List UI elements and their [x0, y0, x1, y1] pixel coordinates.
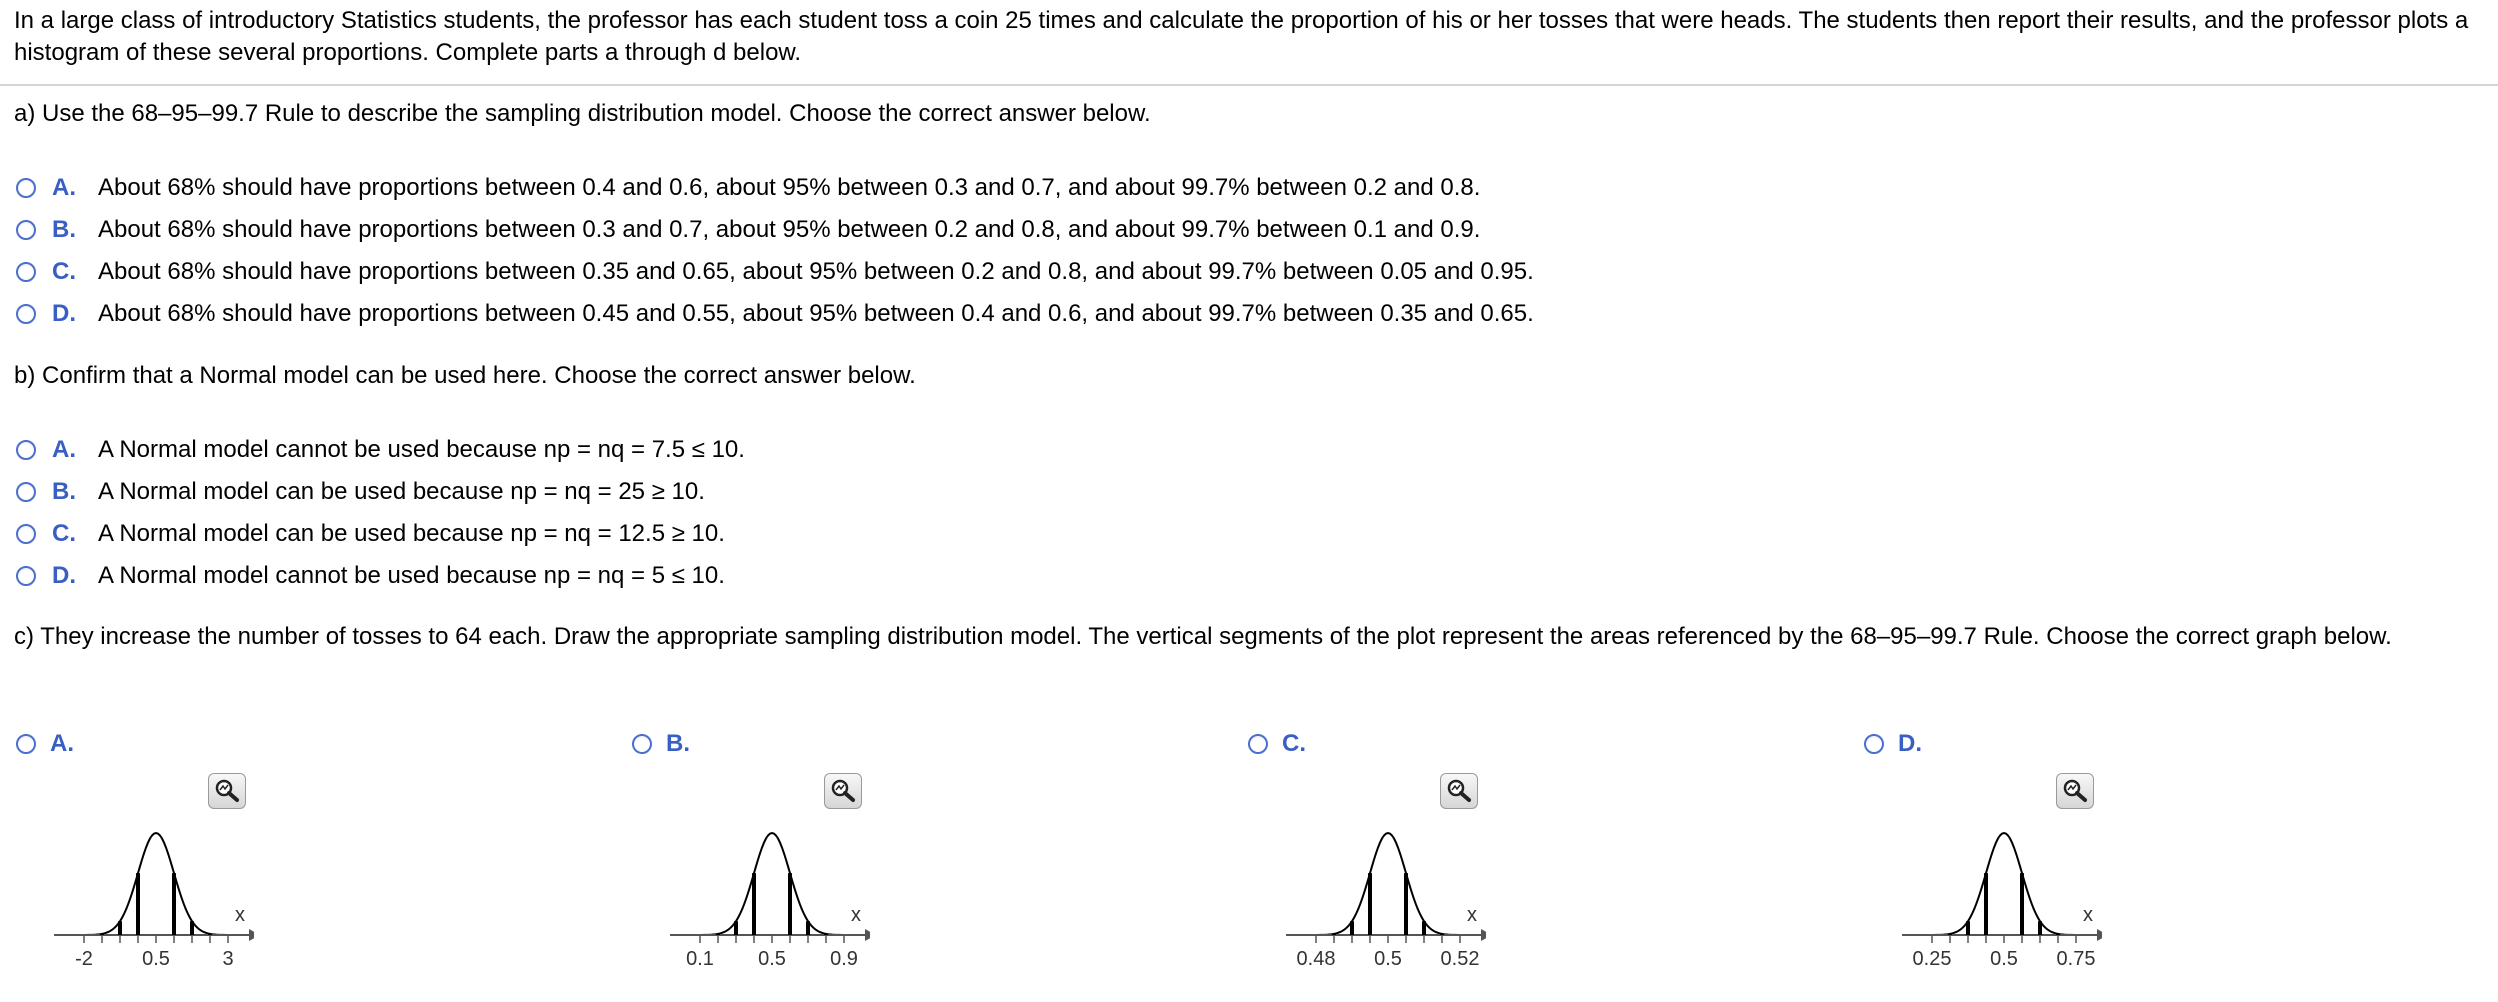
graph-option-b — [632, 725, 1192, 995]
tick-label: 0.52 — [1440, 948, 1480, 969]
magnifier-zoom-icon — [829, 778, 857, 804]
radio-icon[interactable] — [16, 262, 36, 282]
graph-option-d-select[interactable] — [1864, 725, 2424, 763]
part-c-prompt: c) They increase the number of tosses to 64 each. Draw the appropriate sampling distribution model. The vertical segments of the plot represent the areas referenced by the 68–95–99.7 Rule. Choose the correct graph below. — [14, 623, 2392, 650]
normal-curve — [1288, 833, 1486, 935]
normal-curve-plot — [1892, 809, 2102, 969]
option-text: About 68% should have proportions between 0.4 and 0.6, about 95% between 0.3 and 0.7, and about 99.7% between 0.2 and 0.8. — [98, 174, 1481, 201]
part-a-prompt: a) Use the 68–95–99.7 Rule to describe the sampling distribution model. Choose the correct answer below. — [14, 100, 1151, 127]
axis-variable-label: x — [2083, 904, 2093, 926]
radio-icon[interactable] — [16, 566, 36, 586]
question-intro: In a large class of introductory Statistics students, the professor has each student toss a coin 25 times and calculate the proportion of his or her tosses that were heads. The students then report their results, and the professor plots a histogram of these several proportions. Complete parts a through d below. — [14, 7, 2469, 66]
part-a-option-c[interactable] — [16, 251, 1534, 293]
normal-curve — [56, 833, 254, 935]
radio-icon[interactable] — [16, 734, 36, 754]
x-axis-arrow — [249, 929, 254, 941]
axis-variable-label: x — [1467, 904, 1477, 926]
tick-label: 0.5 — [1374, 948, 1402, 969]
part-b-options — [16, 429, 745, 597]
zoom-button[interactable] — [1440, 773, 1478, 809]
radio-icon[interactable] — [632, 734, 652, 754]
radio-icon[interactable] — [1864, 734, 1884, 754]
graph-option-a — [16, 725, 576, 995]
normal-curve — [672, 833, 870, 935]
option-letter: A. — [52, 174, 76, 201]
part-b-option-b[interactable] — [16, 471, 745, 513]
radio-icon[interactable] — [16, 304, 36, 324]
tick-label: 0.5 — [1990, 948, 2018, 969]
divider — [0, 84, 2498, 86]
graph-option-a-select[interactable] — [16, 725, 576, 763]
part-a-option-a[interactable] — [16, 167, 1534, 209]
graph-option-d — [1864, 725, 2424, 995]
normal-curve — [1904, 833, 2102, 935]
radio-icon[interactable] — [16, 482, 36, 502]
option-letter: A. — [52, 436, 76, 463]
magnifier-zoom-icon — [2061, 778, 2089, 804]
axis-variable-label: x — [851, 904, 861, 926]
option-text: A Normal model can be used because np = nq = 25 ≥ 10. — [98, 478, 705, 505]
tick-label: 0.48 — [1296, 948, 1336, 969]
part-a-option-d[interactable] — [16, 293, 1534, 335]
tick-label: 0.5 — [142, 948, 170, 969]
radio-icon[interactable] — [1248, 734, 1268, 754]
radio-icon[interactable] — [16, 178, 36, 198]
graph-option-c — [1248, 725, 1808, 995]
option-letter: D. — [52, 562, 76, 589]
option-letter: C. — [52, 258, 76, 285]
x-axis-arrow — [865, 929, 870, 941]
zoom-button[interactable] — [2056, 773, 2094, 809]
part-b-option-c[interactable] — [16, 513, 745, 555]
x-axis-arrow — [2097, 929, 2102, 941]
option-letter: B. — [52, 216, 76, 243]
option-text: About 68% should have proportions between 0.3 and 0.7, about 95% between 0.2 and 0.8, and about 99.7% between 0.1 and 0.9. — [98, 216, 1481, 243]
option-text: A Normal model can be used because np = nq = 12.5 ≥ 10. — [98, 520, 725, 547]
tick-label: 0.9 — [830, 948, 858, 969]
tick-label: 3 — [222, 948, 234, 969]
tick-label: 0.25 — [1912, 948, 1952, 969]
part-a-options — [16, 167, 1534, 335]
magnifier-zoom-icon — [213, 778, 241, 804]
option-text: A Normal model cannot be used because np = nq = 5 ≤ 10. — [98, 562, 725, 589]
option-text: About 68% should have proportions between 0.45 and 0.55, about 95% between 0.4 and 0.6, and about 99.7% between 0.35 and 0.65. — [98, 300, 1534, 327]
magnifier-zoom-icon — [1445, 778, 1473, 804]
part-b-option-d[interactable] — [16, 555, 745, 597]
tick-label: 0.5 — [758, 948, 786, 969]
option-letter: B. — [666, 730, 690, 757]
option-letter: D. — [1898, 730, 1922, 757]
tick-label: 0.1 — [686, 948, 714, 969]
radio-icon[interactable] — [16, 220, 36, 240]
normal-curve-plot — [660, 809, 870, 969]
option-letter: C. — [52, 520, 76, 547]
axis-variable-label: x — [235, 904, 245, 926]
zoom-button[interactable] — [824, 773, 862, 809]
radio-icon[interactable] — [16, 440, 36, 460]
graph-option-b-select[interactable] — [632, 725, 1192, 763]
option-text: About 68% should have proportions between 0.35 and 0.65, about 95% between 0.2 and 0.8, and about 99.7% between 0.05 and 0.95. — [98, 258, 1534, 285]
normal-curve-plot — [1276, 809, 1486, 969]
part-b-prompt: b) Confirm that a Normal model can be used here. Choose the correct answer below. — [14, 362, 916, 389]
tick-label: 0.75 — [2056, 948, 2096, 969]
option-letter: B. — [52, 478, 76, 505]
option-letter: A. — [50, 730, 74, 757]
graph-option-c-select[interactable] — [1248, 725, 1808, 763]
option-letter: C. — [1282, 730, 1306, 757]
part-a-option-b[interactable] — [16, 209, 1534, 251]
x-axis-arrow — [1481, 929, 1486, 941]
option-letter: D. — [52, 300, 76, 327]
normal-curve-plot — [44, 809, 254, 969]
option-text: A Normal model cannot be used because np = nq = 7.5 ≤ 10. — [98, 436, 745, 463]
radio-icon[interactable] — [16, 524, 36, 544]
part-b-option-a[interactable] — [16, 429, 745, 471]
zoom-button[interactable] — [208, 773, 246, 809]
tick-label: -2 — [75, 948, 93, 969]
